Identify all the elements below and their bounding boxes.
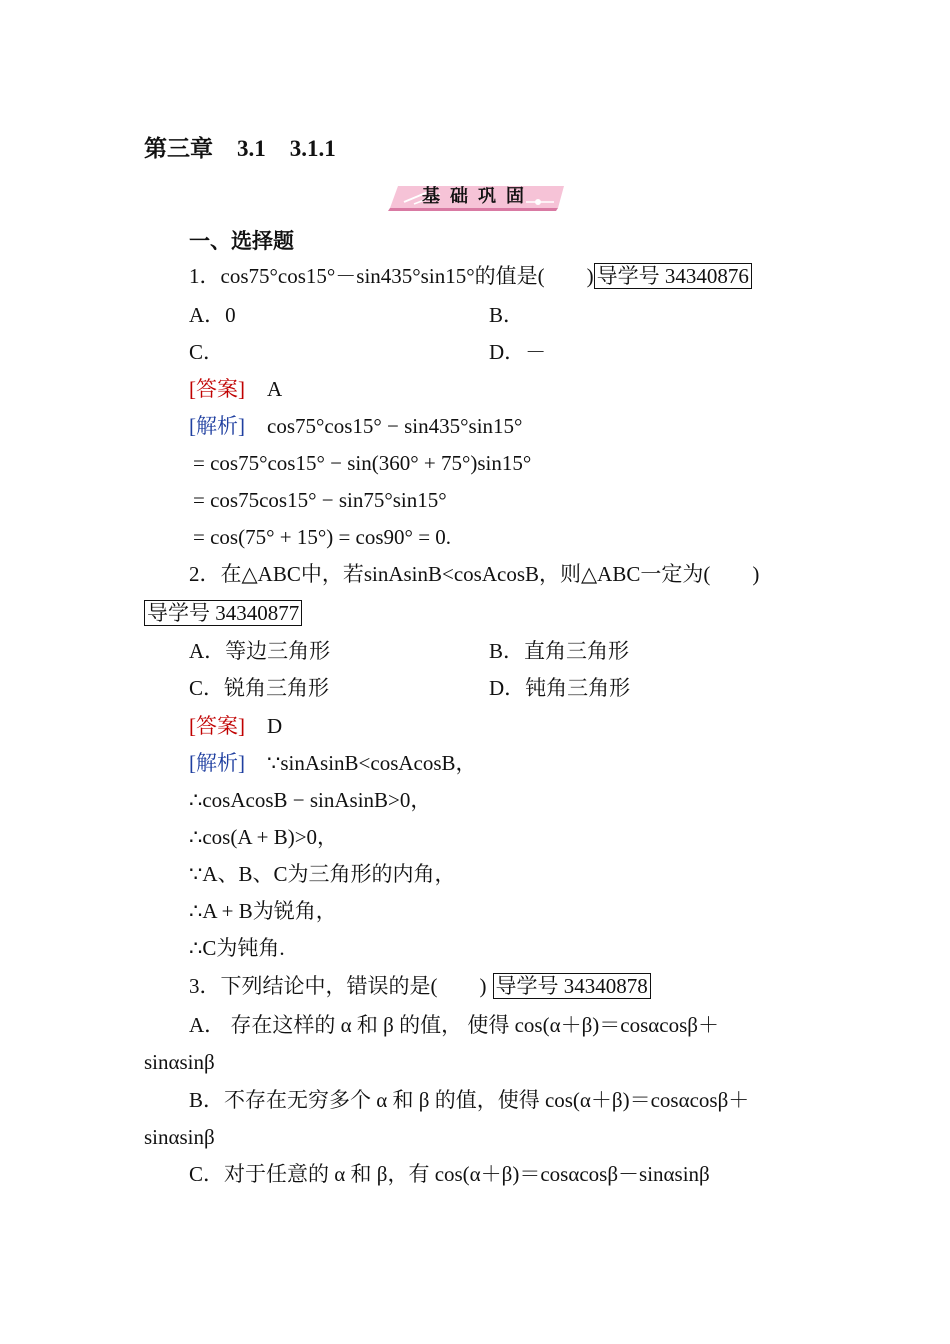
chapter-label: 第三章 <box>144 136 213 161</box>
section-heading: 一、选择题 <box>189 229 294 253</box>
q3-option-b-line-2: sinαsinβ <box>144 1125 215 1149</box>
q2-analysis-label: [解析] <box>189 751 245 775</box>
q1-analysis-line-3: = cos75cos15° − sin75°sin15° <box>193 488 447 512</box>
q1-option-d: D．－ <box>489 340 547 364</box>
q2-analysis <box>189 748 477 778</box>
q2-option-d: D．钝角三角形 <box>489 676 631 700</box>
q3-option-b-line-1: B．不存在无穷多个 α 和 β 的值，使得 cos(α＋β)＝cosαcosβ＋ <box>189 1088 750 1112</box>
q1-option-b: B． <box>489 303 525 327</box>
q2-answer <box>189 711 282 741</box>
question-2-stem: 2．在△ABC中，若sinAsinB<cosAcosB，则△ABC一定为( ) <box>189 562 760 586</box>
q1-answer <box>189 374 282 404</box>
section-number: 3.1 <box>237 136 266 161</box>
q1-analysis <box>189 411 522 441</box>
q1-option-c: C． <box>189 340 225 364</box>
question-3 <box>189 971 651 1001</box>
basic-consolidation-banner <box>388 180 568 212</box>
q2-option-c: C．锐角三角形 <box>189 676 330 700</box>
q3-option-c: C．对于任意的 α 和 β，有 cos(α＋β)＝cosαcosβ－sinαsinβ <box>189 1162 710 1186</box>
q2-option-a: A．等边三角形 <box>189 639 331 663</box>
q2-analysis-line-2: ∴cosAcosB − sinAsinB>0， <box>189 788 432 812</box>
question-3-stem: 3．下列结论中，错误的是( ) <box>189 974 487 998</box>
q2-analysis-line-5: ∴A + B为锐角， <box>189 899 337 923</box>
q2-analysis-line-4: ∵A、B、C为三角形的内角， <box>189 862 456 886</box>
q2-analysis-line-6: ∴C为钝角. <box>189 936 285 960</box>
subsection-number: 3.1.1 <box>289 136 336 161</box>
question-2-ref-line <box>144 598 302 628</box>
q1-analysis-line-4: = cos(75° + 15°) = cos90° = 0. <box>193 525 452 549</box>
banner-text: 基础巩固 <box>422 186 534 206</box>
q2-answer-label: [答案] <box>189 714 245 738</box>
question-1-stem: 1．cos75°cos15°－sin435°sin15°的值是( ) <box>189 264 594 288</box>
question-3-ref: 导学号 34340878 <box>493 973 651 999</box>
q2-answer-value: D <box>267 714 283 738</box>
q1-analysis-line-2: = cos75°cos15° − sin(360° + 75°)sin15° <box>193 451 532 475</box>
q1-option-a: A．0 <box>189 303 236 327</box>
q1-answer-label: [答案] <box>189 377 245 401</box>
q2-analysis-line-1: ∵sinAsinB<cosAcosB， <box>267 751 477 775</box>
question-1-ref: 导学号 34340876 <box>594 263 752 289</box>
q1-analysis-label: [解析] <box>189 414 245 438</box>
chapter-title <box>144 134 360 164</box>
question-1 <box>189 261 752 291</box>
q1-analysis-line-1: cos75°cos15° − sin435°sin15° <box>267 414 523 438</box>
q1-answer-value: A <box>267 377 283 401</box>
q3-option-a-line-1: A． 存在这样的 α 和 β 的值， 使得 cos(α＋β)＝cosαcosβ＋ <box>189 1013 719 1037</box>
question-2-ref: 导学号 34340877 <box>144 600 302 626</box>
q2-analysis-line-3: ∴cos(A + B)>0， <box>189 825 339 849</box>
q3-option-a-line-2: sinαsinβ <box>144 1050 215 1074</box>
q2-option-b: B．直角三角形 <box>489 639 630 663</box>
